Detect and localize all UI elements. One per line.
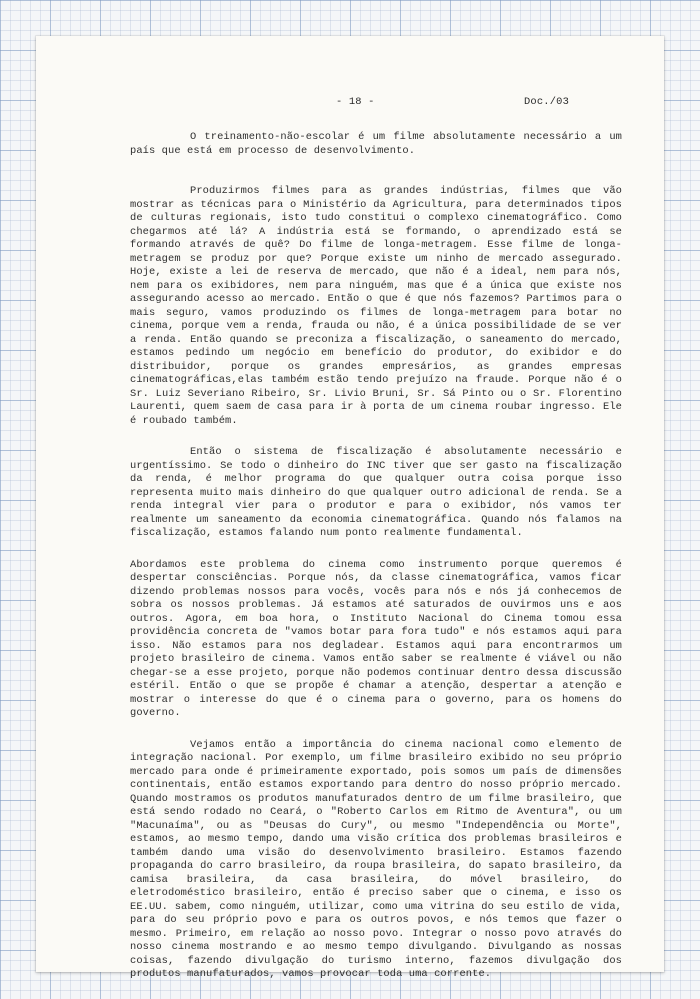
paragraph-3: Então o sistema de fiscalização é absolutamente necessário e urgentíssimo. Se todo o dinheiro do INC tiver que ser gasto na fiscalização da renda, é melhor programa do que qualquer outra coisa porque isso representa muito mais dinheiro do que qualquer outro adicional de renda. Se a renda integral vier para o produtor e para o exibidor, nós vamos ter realmente um saneamento da economia cinematográfica. Quando nós falamos na fiscalização, estamos falando num ponto realmente fundamental. <box>130 446 622 539</box>
page-number: - 18 - <box>336 96 375 108</box>
paragraph-4: Abordamos este problema do cinema como instrumento porque queremos é despertar consciências. Porque nós, da classe cinematográfica, vamos ficar dizendo problemas nossos para vocês, vocês para nós e nós já conhecemos de sobra os nossos problemas. Já estamos até saturados de ouvirmos uns e aos outros. Agora, em boa hora, o Instituto Nacional do Cinema tomou essa providência concreta de "vamos botar para fora tudo" e nós estamos aqui para isso. Não estamos para nos degladear. Estamos aqui para encontrarmos um projeto brasileiro de cinema. Vamos então saber se realmente é viável ou não chegar-se a esse projeto, porque não podemos continuar dentro dessa discussão estéril. Então o que se propõe é chamar a atenção, despertar a atenção e mostrar o interesse do que é o cinema para o governo, para os homens do governo. <box>130 558 622 719</box>
paragraph-2: Produzirmos filmes para as grandes indústrias, filmes que vão mostrar as técnicas para o Ministério da Agricultura, para determinados tipos de culturas regionais, isto tudo constitui o complexo cinematográfico. Como chegarmos até lá? A indústria está se formando, o aprendizado está se formando através de quê? Do filme de longa-metragem. Esse filme de longa-metragem se produz por que? Porque existe um ninho de mercado assegurado. Hoje, existe a lei de reserva de mercado, que não é a ideal, nem para nós, nem para os exibidores, nem para ninguém, mas que é a única que existe nos assegurando acesso ao mercado. Então o que é que nós fazemos? Partimos para o mais seguro, vamos produzindo os filmes de longa-metragem para botar no cinema, porque vem a renda, frauda ou não, é a única possibilidade de se ver a renda. Então quando se preconiza a fiscalização, o saneamento do mercado, estamos pedindo um negócio em benefício do produtor, do exibidor e do distribuidor, porque os grandes empresários, as grandes empresas cinematográficas,elas também estão tendo prejuízo na fraude. Porque não é o Sr. Luiz Severiano Ribeiro, Sr. Livio Bruni, Sr. Sá Pinto ou o Sr. Florentino Laurenti, quem saem de casa para ir à porta de um cinema roubar ingresso. Ele é roubado também. <box>130 185 622 427</box>
paragraph-5: Vejamos então a importância do cinema nacional como elemento de integração nacional. Por exemplo, um filme brasileiro exibido no seu próprio mercado para onde é primeiramente exportado, pois somos um país de dimensões continentais, então estamos exportando para dentro do nosso próprio mercado. Quando mostramos os produtos manufaturados dentro de um filme brasileiro, que está sendo rodado no Ceará, o "Roberto Carlos em Ritmo de Aventura", ou um "Macunaíma", ou as "Deusas do Cury", ou mesmo "Independência ou Morte", estamos, ao mesmo tempo, dando uma visão crítica dos problemas brasileiros e também dando uma visão do desenvolvimento brasileiro. Estamos fazendo propaganda do carro brasileiro, da roupa brasileira, do sapato brasileiro, da camisa brasileira, da casa brasileira, do móvel brasileiro, do eletrodoméstico brasileiro, então é preciso saber que o cinema, e isso os EE.UU. sabem, como ninguém, utilizar, como uma vitrina do seu estilo de vida, para do seu próprio povo e para os outros povos, e nós temos que fazer o mesmo. Primeiro, em relação ao nosso povo. Integrar o nosso povo através do nosso cinema mostrando e ao mesmo tempo divulgando. Divulgando as nossas coisas, fazendo divulgação do turismo interno, fazemos divulgação dos produtos manufaturados, vamos provocar toda uma corrente. <box>130 738 622 980</box>
paragraph-1: O treinamento-não-escolar é um filme absolutamente necessário a um país que está em processo de desenvolvimento. <box>130 131 622 157</box>
document-reference: Doc./03 <box>524 96 570 108</box>
document-body <box>130 131 622 982</box>
document-page <box>36 36 664 980</box>
